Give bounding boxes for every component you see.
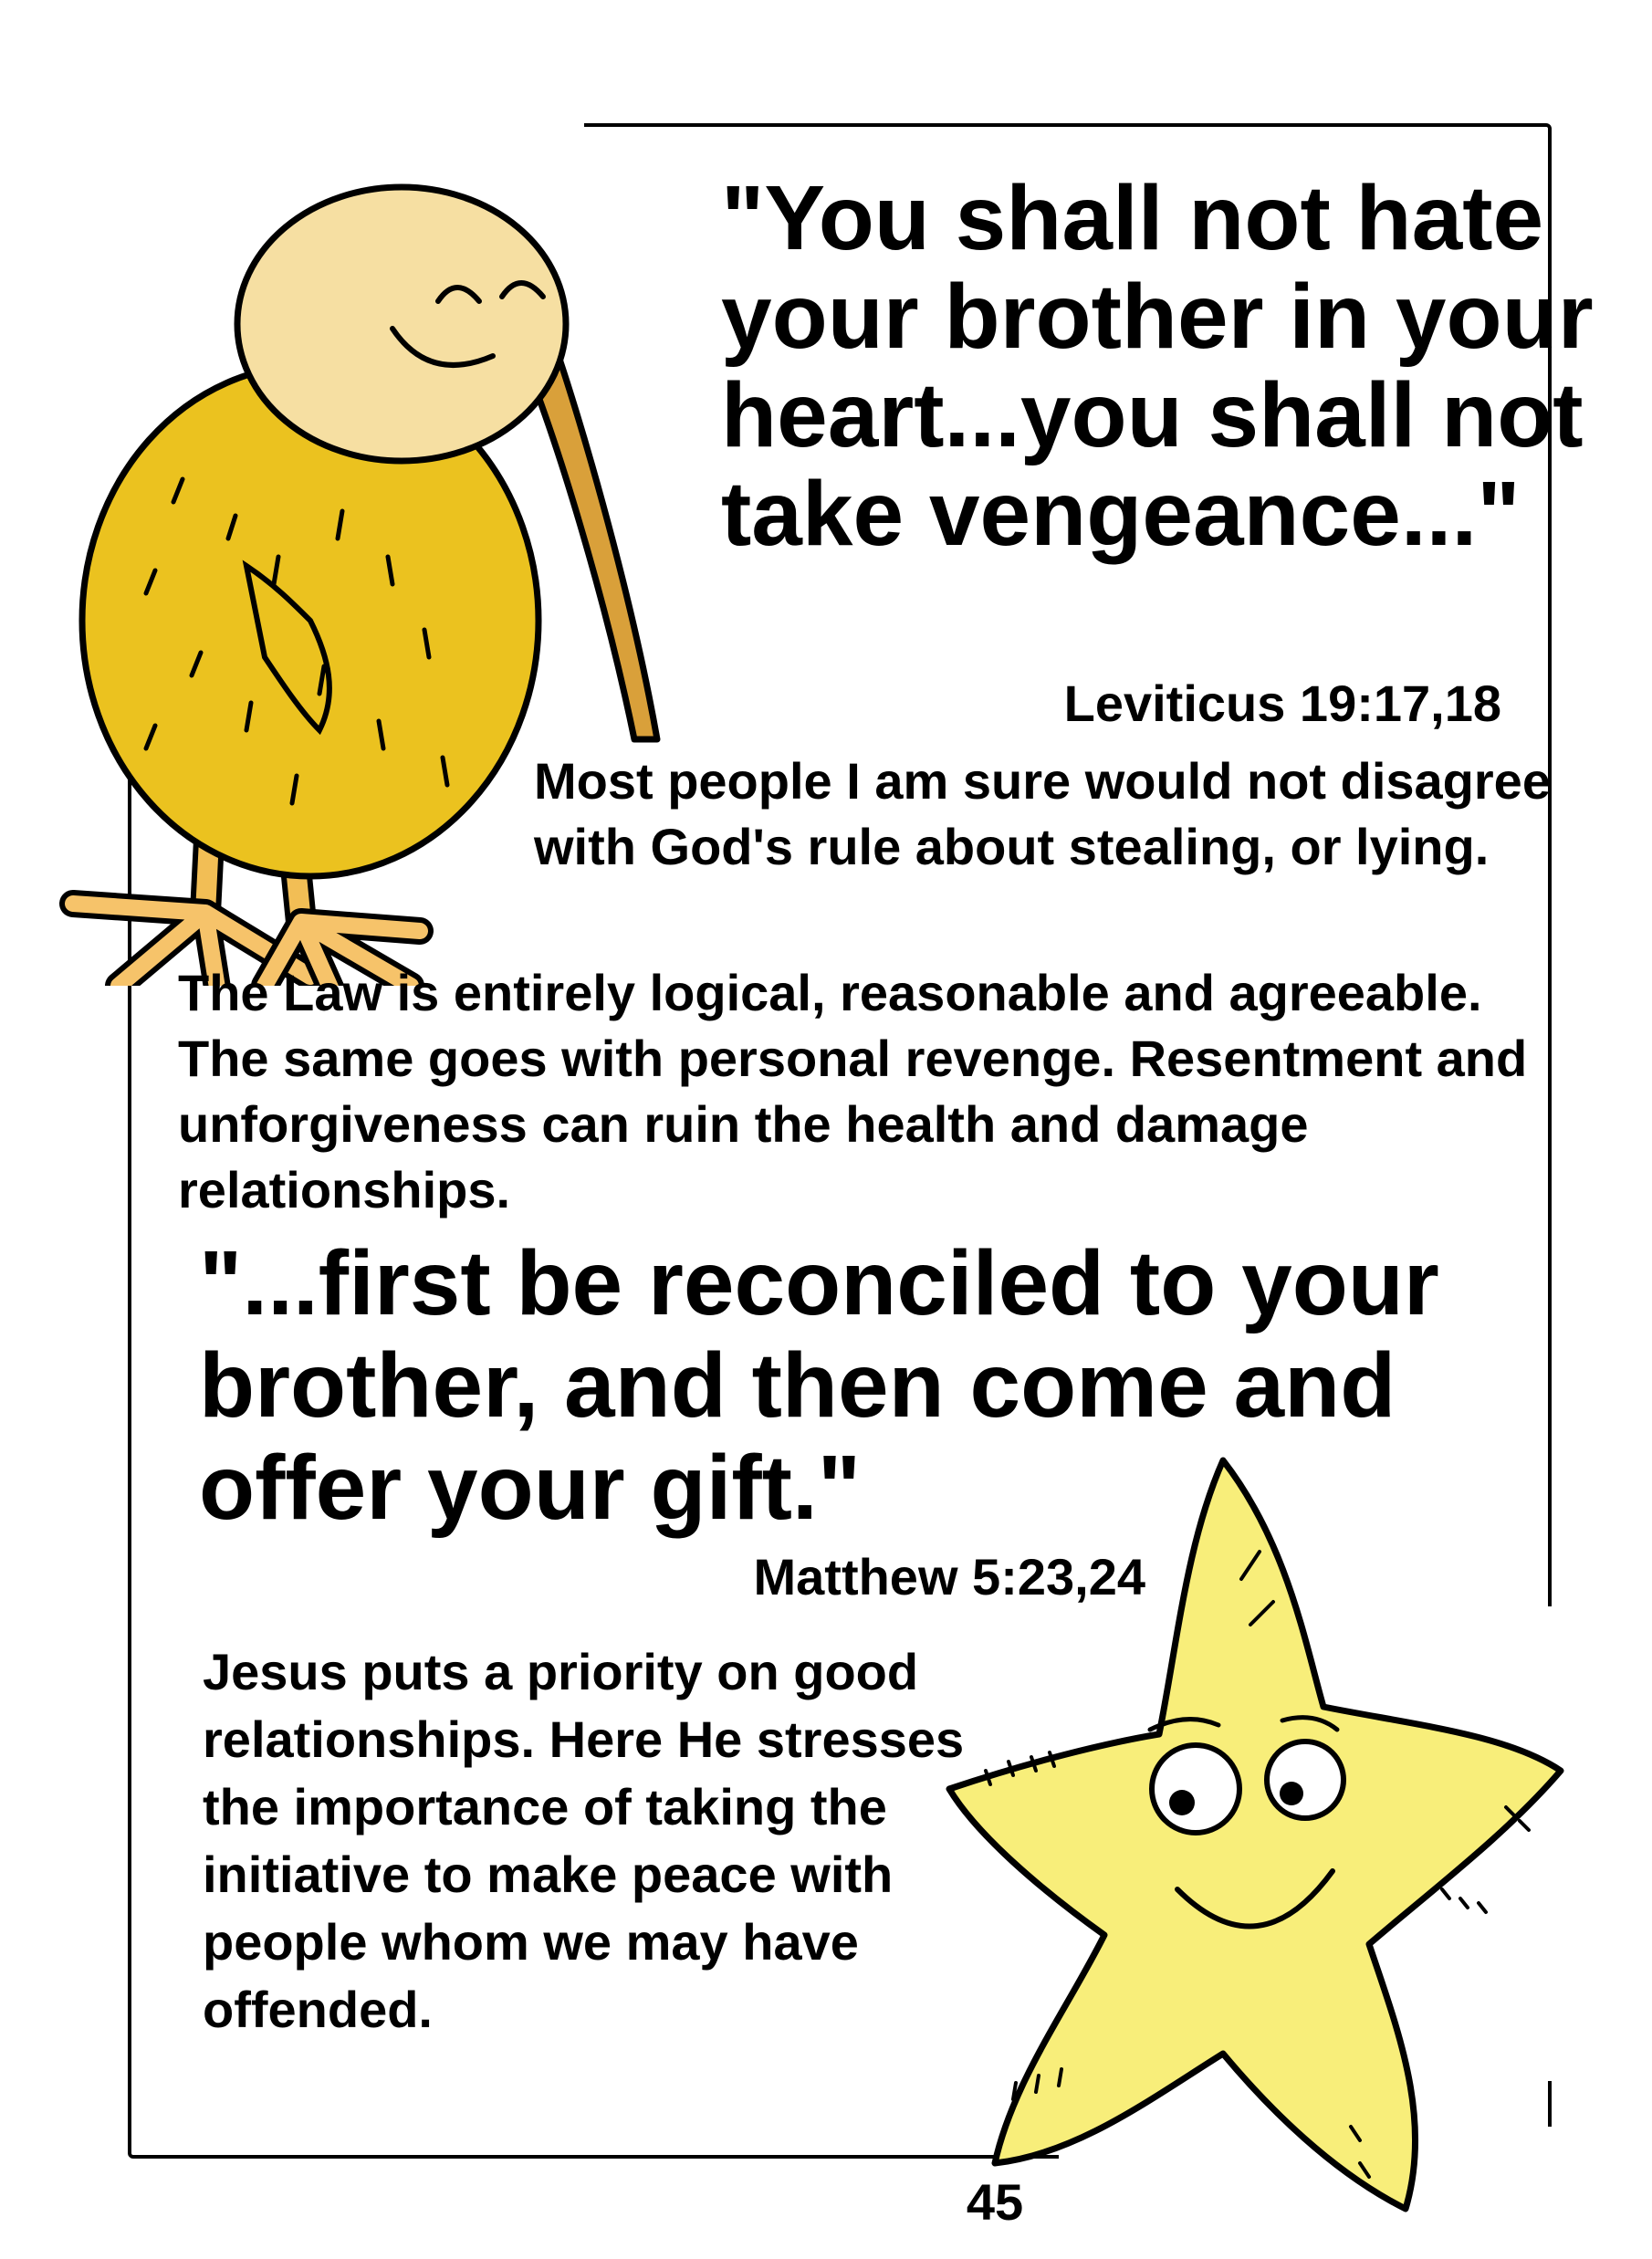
bottom-quote: "...first be reconciled to your brother, and then come and offer your gift."	[199, 1232, 1439, 1539]
bottom-quote-reference: Matthew 5:23,24	[753, 1548, 1145, 1605]
top-quote-reference: Leviticus 19:17,18	[1063, 675, 1501, 732]
page-number: 45	[966, 2173, 1024, 2231]
top-quote: "You shall not hate your brother in your heart...you shall not take vengeance..."	[721, 167, 1594, 565]
paragraph-2: The Law is entirely logical, reasonable and agreeable. The same goes with personal revenge. Resentment and unforgiveness can ruin the health and damage relationships.	[178, 964, 1528, 1218]
paragraph-3: Jesus puts a priority on good relationships. Here He stresses the importance of taking the initiative to make peace with people whom we may have offended.	[203, 1643, 965, 2038]
paragraph-1: Most people I am sure would not disagree with God's rule about stealing, or lying.	[534, 752, 1551, 875]
